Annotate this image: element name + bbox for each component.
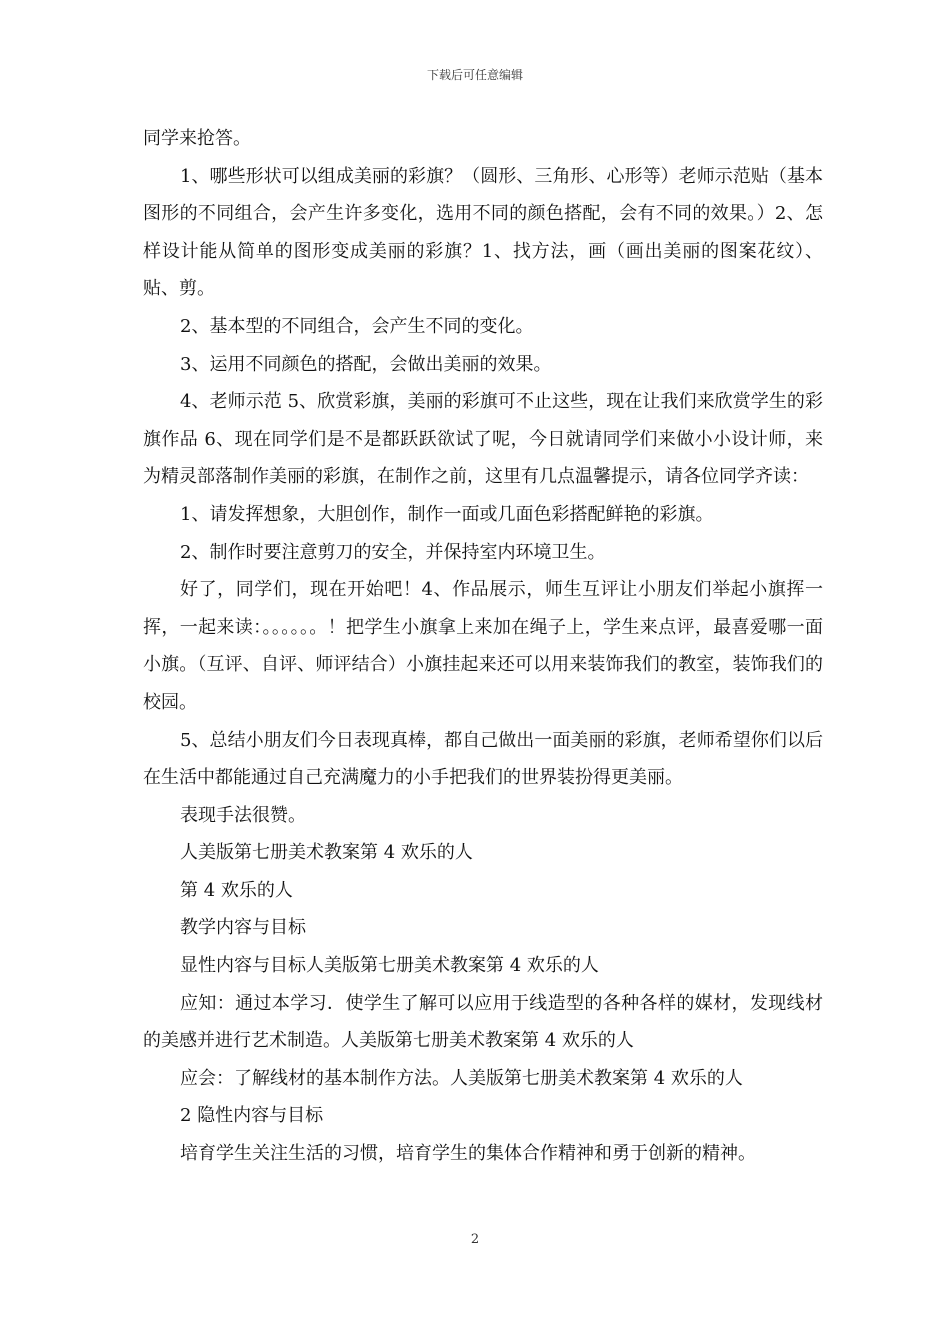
paragraph: 5、总结小朋友们今日表现真棒，都自己做出一面美丽的彩旗，老师希望你们以后在生活中都能通过自己充满魔力的小手把我们的世界装扮得更美丽。 [143, 729, 823, 789]
paragraph: 表现手法很赞。 [180, 804, 306, 826]
document-body [143, 120, 823, 1173]
paragraph: 3、运用不同颜色的搭配，会做出美丽的效果。 [180, 353, 552, 375]
paragraph: 1、哪些形状可以组成美丽的彩旗？（圆形、三角形、心形等）老师示范贴（基本图形的不同组合，会产生许多变化，选用不同的颜色搭配，会有不同的效果。）2、怎样设计能从简单的图形变成美丽的彩旗？1、找方法，画（画出美丽的图案花纹）、贴、剪。 [143, 165, 823, 300]
paragraph: 2、制作时要注意剪刀的安全，并保持室内环境卫生。 [180, 541, 606, 563]
paragraph: 好了，同学们，现在开始吧！4、作品展示，师生互评让小朋友们举起小旗挥一挥，一起来读：。。。。。。！把学生小旗拿上来加在绳子上，学生来点评，最喜爱哪一面小旗。（互评、自评、师评结合）小旗挂起来还可以用来装饰我们的教室，装饰我们的校园。 [143, 579, 823, 713]
paragraph: 应知：通过本学习．使学生了解可以应用于线造型的各种各样的媒材，发现线材的美感并进行艺术制造。人美版第七册美术教案第 4 欢乐的人 [143, 992, 823, 1052]
paragraph: 显性内容与目标人美版第七册美术教案第 4 欢乐的人 [180, 955, 599, 977]
paragraph: 培育学生关注生活的习惯，培育学生的集体合作精神和勇于创新的精神。 [180, 1143, 756, 1165]
paragraph: 同学来抢答。 [143, 128, 251, 149]
paragraph: 教学内容与目标 [180, 917, 306, 939]
paragraph: 应会：了解线材的基本制作方法。人美版第七册美术教案第 4 欢乐的人 [180, 1067, 743, 1089]
paragraph: 第 4 欢乐的人 [180, 879, 293, 901]
page-header: 下载后可任意编辑 [426, 68, 523, 82]
paragraph: 2、基本型的不同组合，会产生不同的变化。 [180, 315, 534, 337]
paragraph: 1、请发挥想象，大胆创作，制作一面或几面色彩搭配鲜艳的彩旗。 [180, 503, 714, 525]
page-number: 2 [470, 1232, 480, 1247]
paragraph: 4、老师示范 5、欣赏彩旗，美丽的彩旗可不止这些，现在让我们来欣赏学生的彩旗作品 6、现在同学们是不是都跃跃欲试了呢，今日就请同学们来做小小设计师，来为精灵部落制作美丽的彩旗，在制作之前，这里有几点温馨提示，请各位同学齐读： [143, 391, 823, 488]
paragraph: 人美版第七册美术教案第 4 欢乐的人 [180, 842, 473, 864]
paragraph: 2 隐性内容与目标 [180, 1105, 324, 1127]
